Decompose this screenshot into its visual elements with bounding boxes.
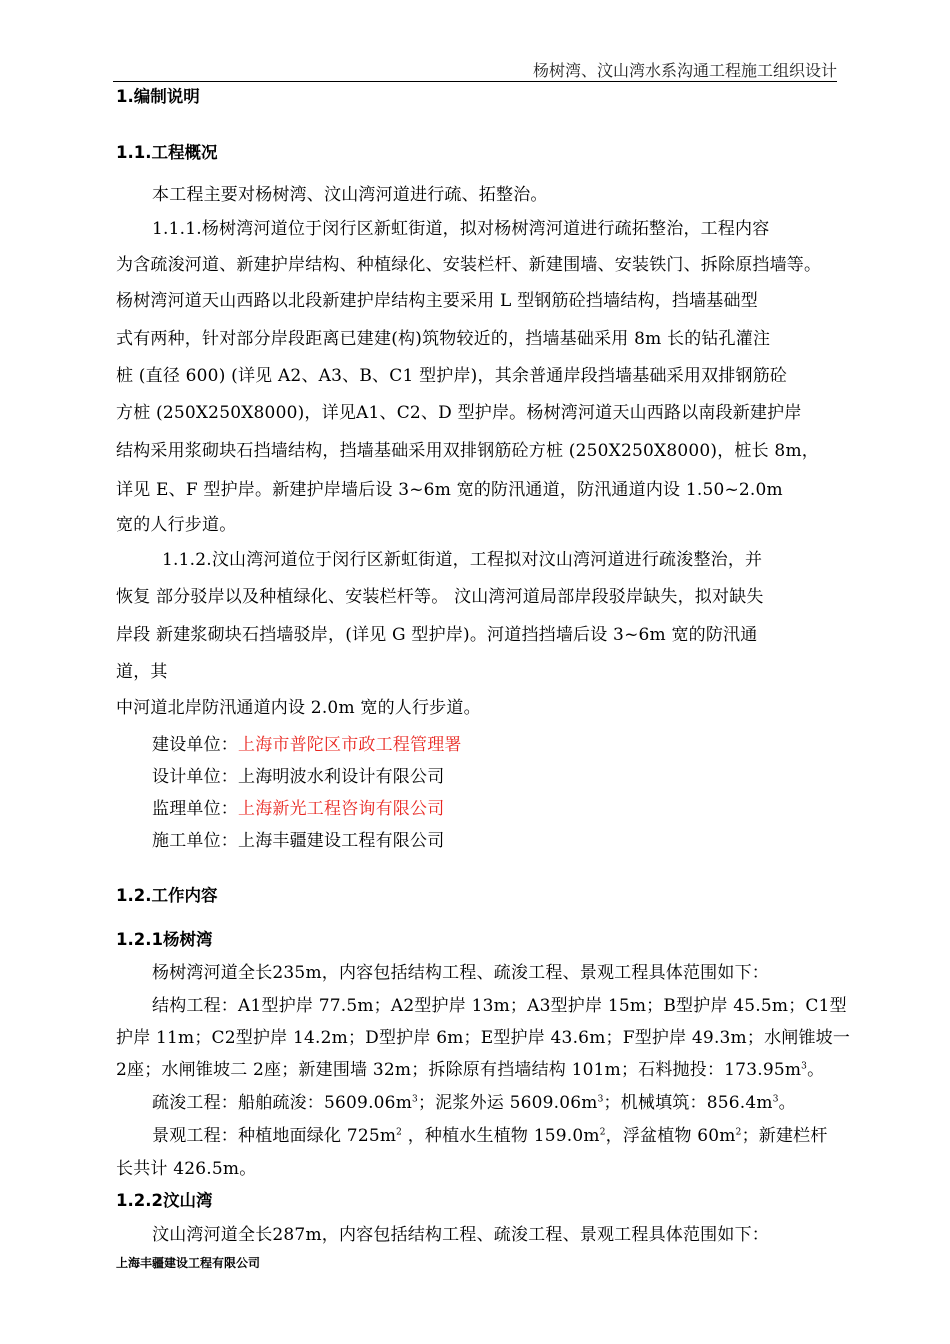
landscape-text: ，浮盆植物 60m — [605, 1126, 736, 1146]
page-header-title: 杨树湾、汶山湾水系沟通工程施工组织设计 — [532, 61, 837, 80]
supervisor-unit-value: 上海新光工程咨询有限公司 — [238, 799, 445, 819]
superscript: 3 — [412, 1094, 418, 1105]
paragraph-line: 详见 E、F 型护岸。新建护岸墙后设 3~6m 宽的防汛通道，防汛通道内设 1.50~2.0m — [116, 480, 783, 500]
punctuation: 。 — [778, 1093, 796, 1113]
designer-unit-row — [152, 762, 444, 787]
owner-unit-value: 上海市普陀区市政工程管理署 — [238, 735, 462, 755]
superscript: 2 — [599, 1127, 606, 1138]
paragraph-line: 1.1.2.汶山湾河道位于闵行区新虹街道，工程拟对汶山湾河道进行疏浚整治，并 — [162, 550, 763, 570]
yangshuwan-intro: 杨树湾河道全长235m，内容包括结构工程、疏浚工程、景观工程具体范围如下： — [152, 963, 769, 983]
punctuation: 。 — [807, 1060, 825, 1080]
landscape-line — [152, 1121, 828, 1146]
paragraph-line: 恢复 部分驳岸以及种植绿化、安装栏杆等。 汶山湾河道局部岸段驳岸缺失，拟对缺失 — [116, 587, 764, 607]
section-heading-1-2: 1.2.工作内容 — [116, 886, 218, 905]
header-divider — [113, 81, 837, 82]
owner-unit-row — [152, 730, 462, 755]
paragraph-line: 道，其 — [116, 662, 168, 682]
paragraph-line: 桩 (直径 600) (详见 A2、A3、B、C1 型护岸)，其余普通岸段挡墙基础采用双排钢筋砼 — [116, 366, 788, 386]
landscape-text: 景观工程：种植地面绿化 725m — [152, 1126, 397, 1146]
paragraph-line: 式有两种，针对部分岸段距离已建建(构)筑物较近的，挡墙基础采用 8m 长的钻孔灌注 — [116, 329, 771, 349]
landscape-text: ；新建栏杆 — [741, 1126, 828, 1146]
structure-line: 结构工程：A1型护岸 77.5m；A2型护岸 13m；A3型护岸 15m；B型护岸 45.5m；C1型 — [152, 996, 847, 1016]
structure-line-text: 2座；水闸锥坡二 2座；新建围墙 32m；拆除原有挡墙结构 101m；石料抛投：173.95m — [116, 1060, 802, 1080]
paragraph-line: 杨树湾河道天山西路以北段新建护岸结构主要采用 L 型钢筋砼挡墙结构，挡墙基础型 — [116, 291, 758, 311]
structure-line: 护岸 11m；C2型护岸 14.2m；D型护岸 6m；E型护岸 43.6m；F型护岸 49.3m；水闸锥坡一 — [116, 1028, 851, 1048]
overview-intro: 本工程主要对杨树湾、汶山湾河道进行疏、拓整治。 — [152, 185, 548, 205]
dredge-text: ；机械填筑：856.4m — [603, 1093, 773, 1113]
contractor-unit-label: 施工单位： — [152, 831, 238, 851]
superscript: 3 — [801, 1061, 808, 1072]
supervisor-unit-row — [152, 794, 444, 819]
wenshanwan-intro: 汶山湾河道全长287m，内容包括结构工程、疏浚工程、景观工程具体范围如下： — [152, 1225, 769, 1245]
section-heading-1-1: 1.1.工程概况 — [116, 143, 218, 162]
supervisor-unit-label: 监理单位： — [152, 799, 238, 819]
paragraph-line: 1.1.1.杨树湾河道位于闵行区新虹街道，拟对杨树湾河道进行疏拓整治，工程内容 — [152, 219, 770, 239]
page-footer-company: 上海丰疆建设工程有限公司 — [116, 1256, 261, 1270]
owner-unit-label: 建设单位： — [152, 735, 238, 755]
paragraph-line: 岸段 新建浆砌块石挡墙驳岸，(详见 G 型护岸)。河道挡挡墙后设 3~6m 宽的防汛通 — [116, 625, 758, 645]
paragraph-line: 方桩 (250X250X8000)，详见A1、C2、D 型护岸。杨树湾河道天山西路以南段新建护岸 — [116, 403, 802, 423]
designer-unit-label: 设计单位： — [152, 767, 238, 787]
paragraph-line: 结构采用浆砌块石挡墙结构，挡墙基础采用双排钢筋砼方桩 (250X250X8000)，桩长 8m， — [116, 441, 819, 461]
dredge-text: ；泥浆外运 5609.06m — [417, 1093, 598, 1113]
landscape-text: ，种植水生植物 159.0m — [402, 1126, 600, 1146]
superscript: 2 — [396, 1127, 403, 1138]
section-heading-1-2-2: 1.2.2汶山湾 — [116, 1191, 213, 1210]
section-heading-1: 1.编制说明 — [116, 87, 200, 106]
paragraph-line: 为含疏浚河道、新建护岸结构、种植绿化、安装栏杆、新建围墙、安装铁门、拆除原挡墙等。 — [116, 255, 822, 275]
paragraph-line: 宽的人行步道。 — [116, 515, 237, 535]
structure-line-last — [116, 1055, 824, 1080]
superscript: 2 — [735, 1127, 742, 1138]
contractor-unit-value: 上海丰疆建设工程有限公司 — [238, 831, 445, 851]
dredge-line — [152, 1088, 796, 1113]
section-heading-1-2-1: 1.2.1杨树湾 — [116, 930, 213, 949]
designer-unit-value: 上海明波水利设计有限公司 — [238, 767, 445, 787]
contractor-unit-row — [152, 826, 444, 851]
superscript: 3 — [772, 1094, 779, 1105]
dredge-text: 疏浚工程：船舶疏浚：5609.06m — [152, 1093, 413, 1113]
paragraph-line: 中河道北岸防汛通道内设 2.0m 宽的人行步道。 — [116, 698, 481, 718]
landscape-line-2: 长共计 426.5m。 — [116, 1159, 257, 1179]
superscript: 3 — [597, 1094, 604, 1105]
